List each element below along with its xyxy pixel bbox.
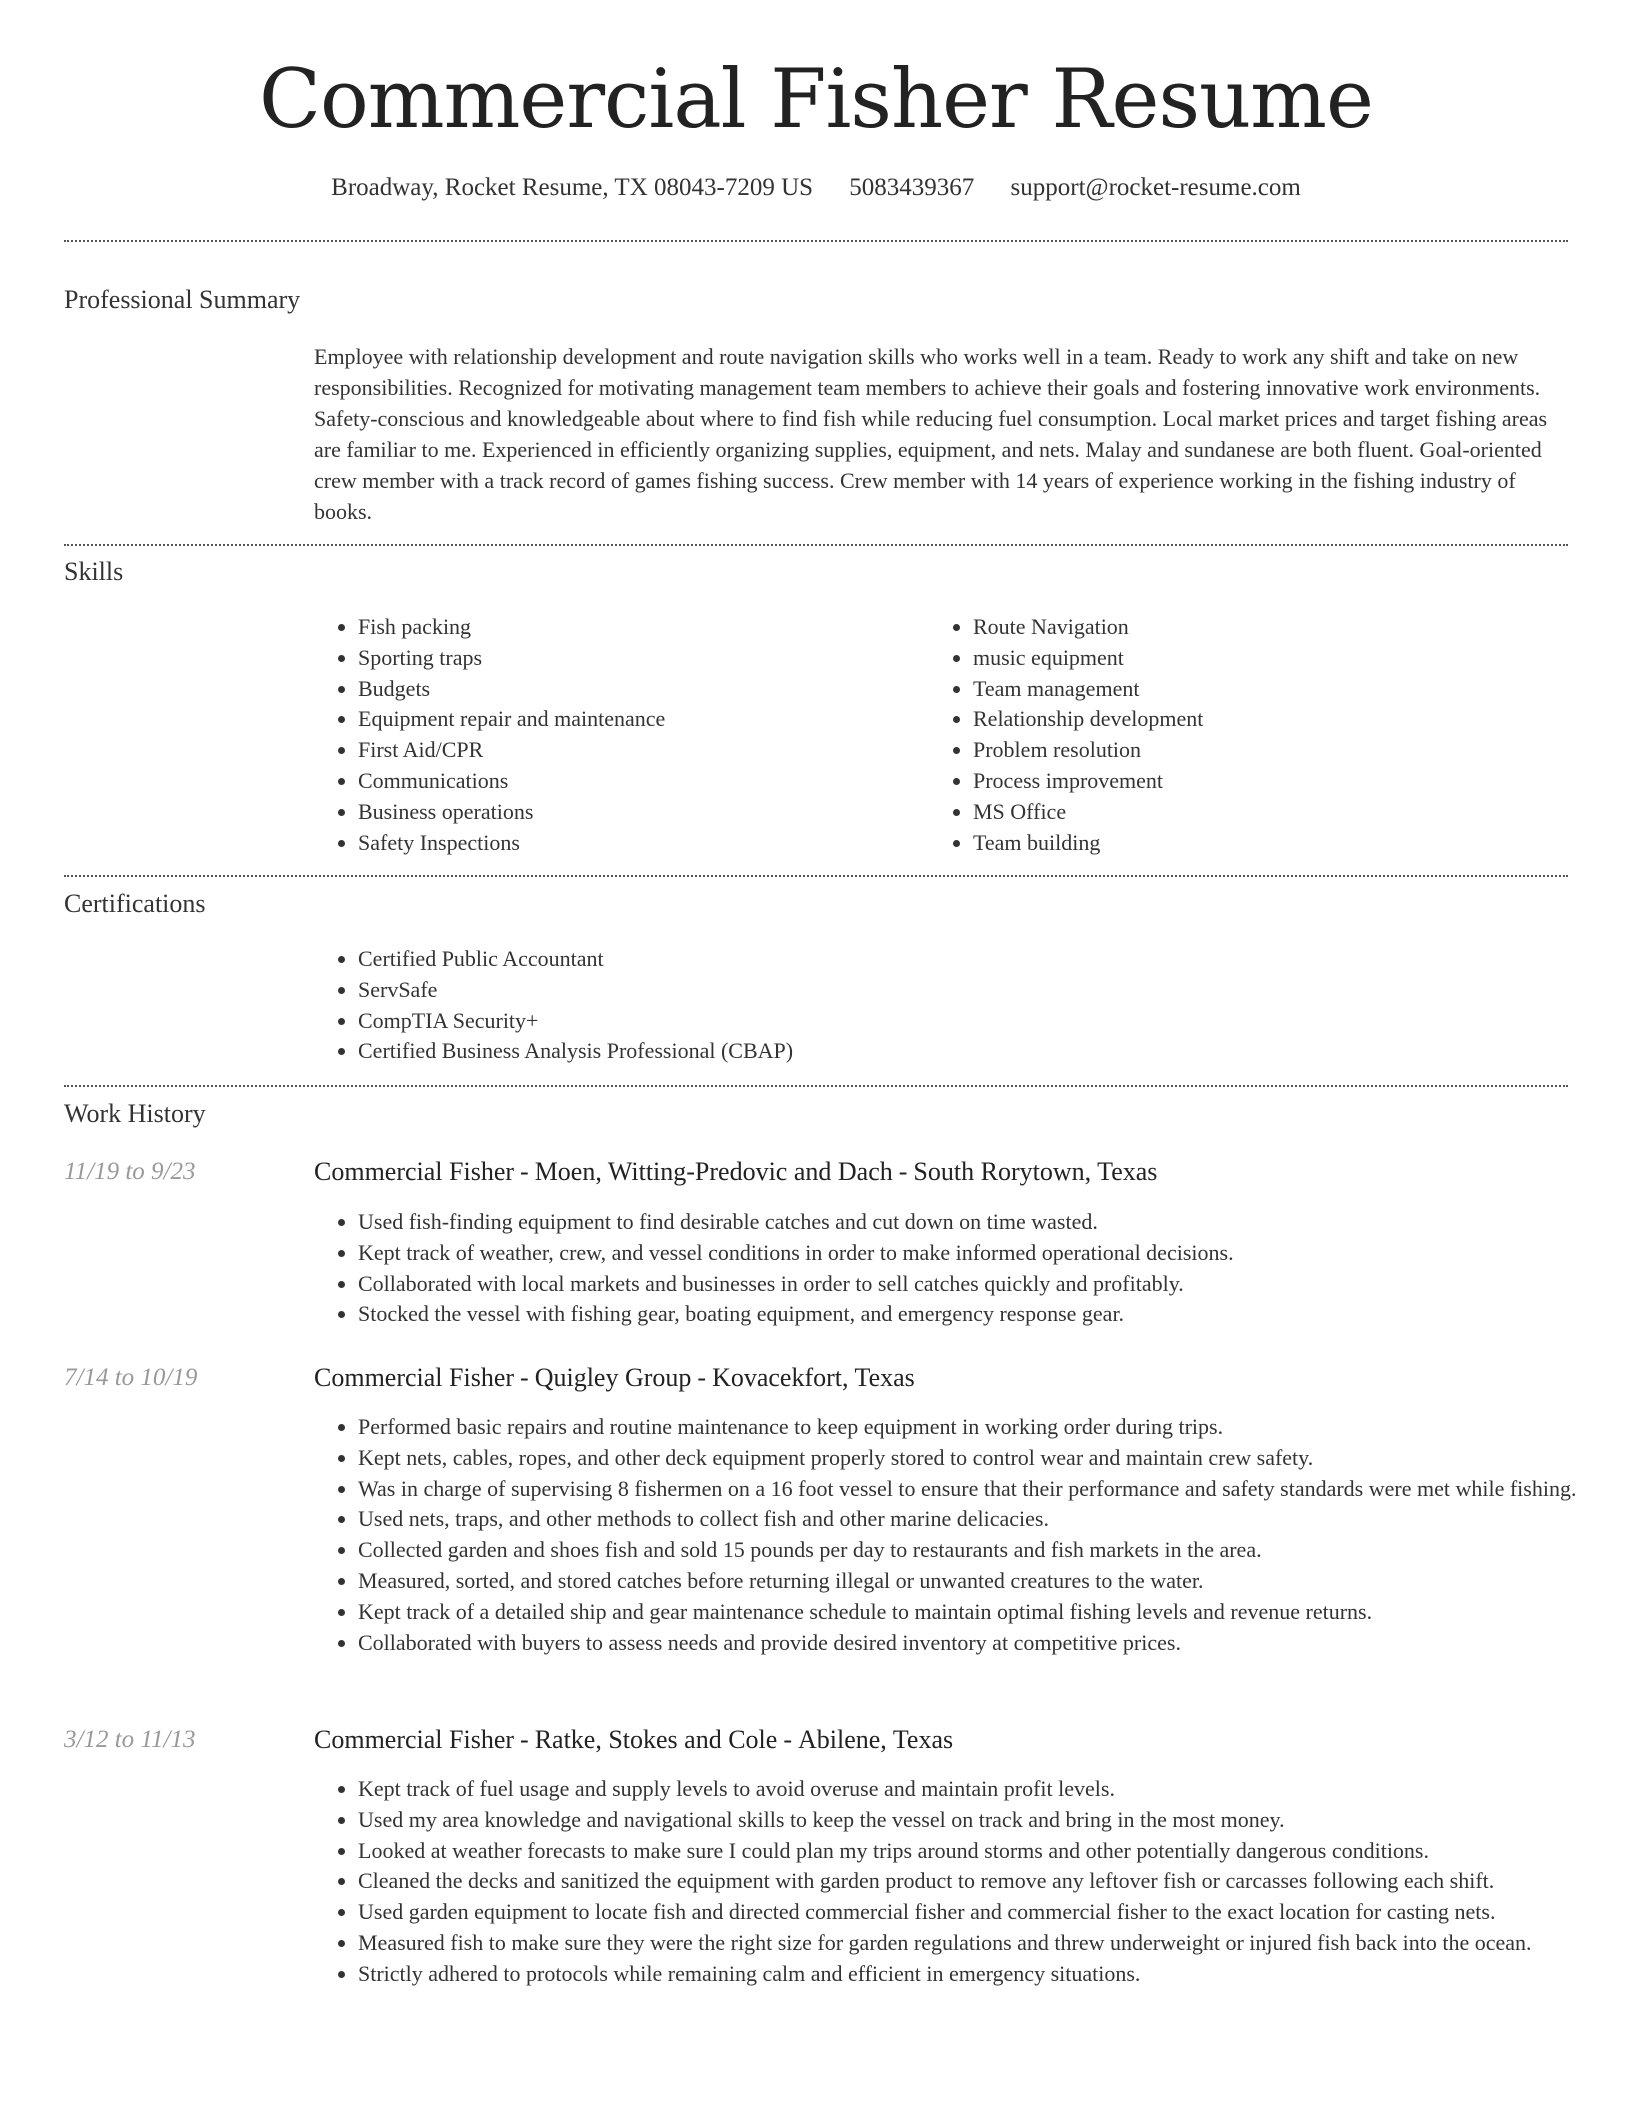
list-item: • Kept track of a detailed ship and gear maintenance schedule to maintain optimal fishing levels and revenue returns. xyxy=(358,1597,1614,1628)
list-item: • Certified Business Analysis Professional (CBAP) xyxy=(358,1036,1558,1067)
list-item: • Was in charge of supervising 8 fishermen on a 16 foot vessel to ensure that their performance and safety standards were met while fishing. xyxy=(358,1474,1614,1505)
list-item: • First Aid/CPR xyxy=(358,735,918,766)
job-heading: Commercial Fisher - Ratke, Stokes and Cole - Abilene, Texas xyxy=(314,1725,954,1754)
list-item: • Relationship development xyxy=(973,704,1533,735)
skills-list-left xyxy=(314,612,918,858)
contact-address: Broadway, Rocket Resume, TX 08043-7209 US xyxy=(331,174,814,201)
job-bullets xyxy=(314,1774,1614,1990)
contact-line xyxy=(0,171,1632,205)
list-item: • Measured, sorted, and stored catches before returning illegal or unwanted creatures to the water. xyxy=(358,1566,1614,1597)
list-item: • Cleaned the decks and sanitized the equipment with garden product to remove any leftover fish or carcasses following each shift. xyxy=(358,1866,1614,1897)
list-item: • Communications xyxy=(358,766,918,797)
job-location: Kovacekfort, Texas xyxy=(712,1363,915,1392)
skills-list-right xyxy=(929,612,1533,858)
list-item: • Strictly adhered to protocols while remaining calm and efficient in emergency situations. xyxy=(358,1959,1614,1990)
job-bullets xyxy=(314,1207,1614,1330)
job-dates: 3/12 to 11/13 xyxy=(64,1726,196,1753)
certifications-list xyxy=(314,944,1558,1067)
job-company: Ratke, Stokes and Cole xyxy=(534,1725,778,1754)
list-item: • Performed basic repairs and routine maintenance to keep equipment in working order during trips. xyxy=(358,1412,1614,1443)
list-item: • Collected garden and shoes fish and sold 15 pounds per day to restaurants and fish markets in the area. xyxy=(358,1535,1614,1566)
list-item: • Team building xyxy=(973,828,1533,859)
list-item: • MS Office xyxy=(973,797,1533,828)
job-company: Moen, Witting-Predovic and Dach xyxy=(534,1157,893,1186)
list-item: • Team management xyxy=(973,674,1533,705)
list-item: • Certified Public Accountant xyxy=(358,944,1558,975)
list-item: • Problem resolution xyxy=(973,735,1533,766)
list-item: • Collaborated with buyers to assess needs and provide desired inventory at competitive prices. xyxy=(358,1628,1614,1659)
list-item: • Used fish-finding equipment to find desirable catches and cut down on time wasted. xyxy=(358,1207,1614,1238)
divider xyxy=(64,240,1568,242)
job-location: Abilene, Texas xyxy=(798,1725,954,1754)
list-item: • Fish packing xyxy=(358,612,918,643)
section-heading-summary: Professional Summary xyxy=(64,285,301,314)
list-item: • Route Navigation xyxy=(973,612,1533,643)
list-item: • Business operations xyxy=(358,797,918,828)
job-role: Commercial Fisher xyxy=(314,1725,515,1754)
job-dates: 11/19 to 9/23 xyxy=(64,1158,196,1185)
divider xyxy=(64,875,1568,877)
list-item: • Process improvement xyxy=(973,766,1533,797)
list-item: • Budgets xyxy=(358,674,918,705)
job-heading: Commercial Fisher - Quigley Group - Kovacekfort, Texas xyxy=(314,1363,915,1392)
list-item: • ServSafe xyxy=(358,975,1558,1006)
list-item: • Sporting traps xyxy=(358,643,918,674)
list-item: • Safety Inspections xyxy=(358,828,918,859)
section-heading-work-history: Work History xyxy=(64,1099,206,1128)
job-company: Quigley Group xyxy=(534,1363,692,1392)
list-item: • Equipment repair and maintenance xyxy=(358,704,918,735)
list-item: • Measured fish to make sure they were the right size for garden regulations and threw underweight or injured fish back into the ocean. xyxy=(358,1928,1614,1959)
list-item: • Kept track of weather, crew, and vessel conditions in order to make informed operational decisions. xyxy=(358,1238,1614,1269)
job-role: Commercial Fisher xyxy=(314,1363,515,1392)
list-item: • Kept nets, cables, ropes, and other deck equipment properly stored to control wear and maintain crew safety. xyxy=(358,1443,1614,1474)
list-item: • CompTIA Security+ xyxy=(358,1006,1558,1037)
summary-text: Employee with relationship development and route navigation skills who works well in a team. Ready to work any shift and take on new responsibilities. Recognized for motivating management team members to achieve their goals and fostering innovative work environments. Safety-conscious and knowledgeable about where to find fish while reducing fuel consumption. Local market prices and target fishing areas are familiar to me. Experienced in efficiently organizing supplies, equipment, and nets. Malay and sundanese are both fluent. Goal-oriented crew member with a track record of games fishing success. Crew member with 14 years of experience working in the fishing industry of books. xyxy=(314,344,1548,524)
list-item: • Collaborated with local markets and businesses in order to sell catches quickly and profitably. xyxy=(358,1269,1614,1300)
list-item: • Stocked the vessel with fishing gear, boating equipment, and emergency response gear. xyxy=(358,1299,1614,1330)
job-dates: 7/14 to 10/19 xyxy=(64,1364,198,1391)
divider xyxy=(64,544,1568,546)
list-item: • Used garden equipment to locate fish and directed commercial fisher and commercial fisher to the exact location for casting nets. xyxy=(358,1897,1614,1928)
list-item: • music equipment xyxy=(973,643,1533,674)
list-item: • Used my area knowledge and navigational skills to keep the vessel on track and bring in the most money. xyxy=(358,1805,1614,1836)
job-bullets xyxy=(314,1412,1614,1658)
contact-phone: 5083439367 xyxy=(849,174,975,201)
list-item: • Kept track of fuel usage and supply levels to avoid overuse and maintain profit levels. xyxy=(358,1774,1614,1805)
job-heading: Commercial Fisher - Moen, Witting-Predovic and Dach - South Rorytown, Texas xyxy=(314,1157,1158,1186)
list-item: • Looked at weather forecasts to make sure I could plan my trips around storms and other potentially dangerous conditions. xyxy=(358,1836,1614,1867)
list-item: • Used nets, traps, and other methods to collect fish and other marine delicacies. xyxy=(358,1504,1614,1535)
resume-title: Commercial Fisher Resume xyxy=(259,53,1373,147)
divider xyxy=(64,1085,1568,1087)
job-role: Commercial Fisher xyxy=(314,1157,515,1186)
contact-email: support@rocket-resume.com xyxy=(1010,174,1301,201)
section-heading-skills: Skills xyxy=(64,557,124,586)
section-heading-certifications: Certifications xyxy=(64,889,206,918)
job-location: South Rorytown, Texas xyxy=(913,1157,1158,1186)
